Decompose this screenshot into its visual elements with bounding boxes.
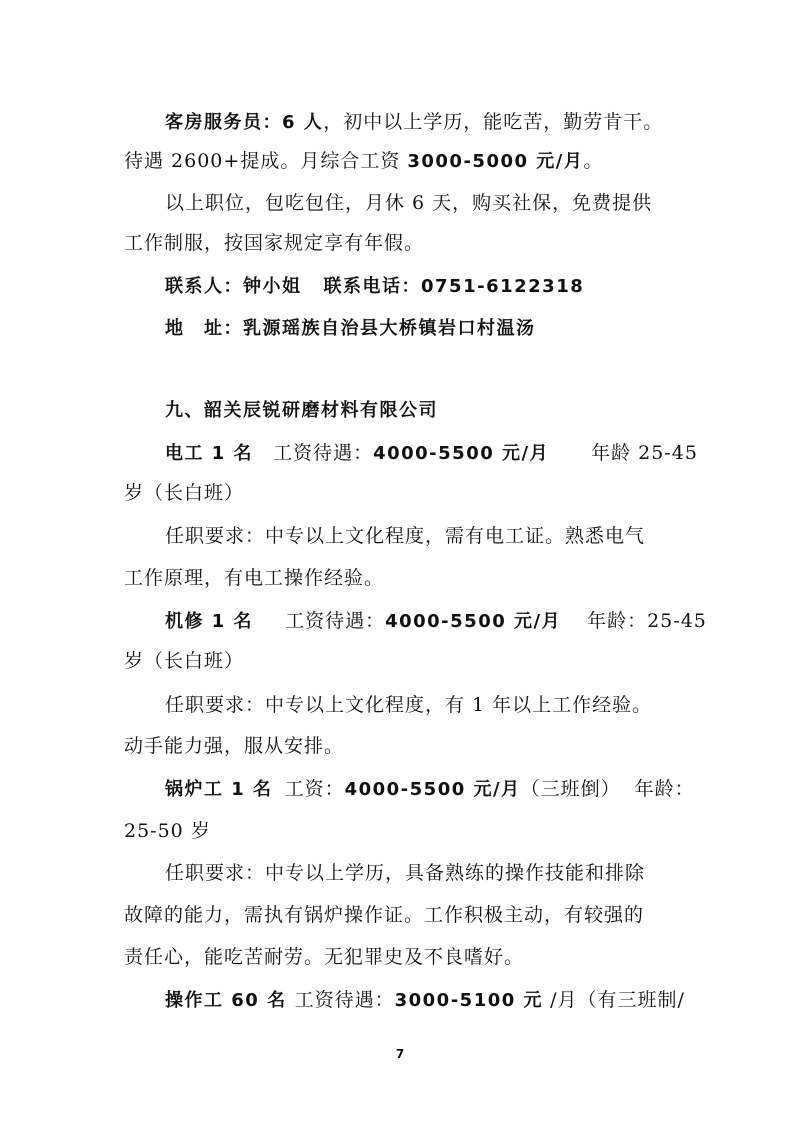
boiler-req-3: 责任心，能吃苦耐劳。无犯罪史及不良嗜好。 <box>124 946 525 968</box>
electrician-req-2: 工作原理，有电工操作经验。 <box>124 567 385 589</box>
page-number: 7 <box>395 1047 405 1061</box>
kefang-line-2 <box>124 146 603 177</box>
boiler-pay: 4000-5500 元/月 <box>344 779 521 800</box>
mechanic-req-1: 任职要求：中专以上文化程度，有 1 年以上工作经验。 <box>165 694 653 716</box>
address-value: 乳源瑶族自治县大桥镇岩口村温汤 <box>243 318 536 339</box>
mechanic-pay-label: 工资待遇： <box>285 610 386 632</box>
address-label: 地 址： <box>165 318 243 339</box>
mechanic-req-2: 动手能力强，服从安排。 <box>124 735 345 757</box>
benefits-line-2: 工作制服，按国家规定享有年假。 <box>124 232 425 254</box>
operator-pay: 3000-5100 元 <box>394 990 544 1011</box>
electrician-line-1 <box>165 438 698 469</box>
address-line <box>165 314 536 344</box>
mechanic-age: 年龄：25-45 <box>587 610 707 632</box>
boiler-age-label: 年龄： <box>634 778 695 800</box>
kefang-pay-end: 。 <box>583 150 604 172</box>
boiler-line-1 <box>165 774 695 805</box>
contact-phone: 联系电话：0751-6122318 <box>323 276 585 297</box>
mechanic-title: 机修 1 名 <box>165 611 254 632</box>
kefang-title: 客房服务员： <box>165 112 282 133</box>
boiler-title: 锅炉工 1 名 <box>165 779 273 800</box>
electrician-shift: 岁（长白班） <box>124 482 245 504</box>
boiler-req-2: 故障的能力，需执有锅炉操作证。工作积极主动，有较强的 <box>124 904 645 926</box>
electrician-req-1: 任职要求：中专以上文化程度，需有电工证。熟悉电气 <box>165 525 646 547</box>
electrician-pay: 4000-5500 元/月 <box>373 443 550 464</box>
benefits-line-1: 以上职位，包吃包住，月休 6 天，购买社保，免费提供 <box>165 192 653 214</box>
company-heading: 九、韶关辰锐研磨材料有限公司 <box>165 400 438 421</box>
kefang-count: 6 人 <box>282 112 324 133</box>
boiler-age-value: 25-50 岁 <box>124 820 211 842</box>
kefang-line-1 <box>165 107 663 138</box>
operator-pay-label: 工资待遇： <box>294 989 395 1011</box>
kefang-requirements: ，初中以上学历，能吃苦，勤劳肯干。 <box>323 111 664 133</box>
operator-title: 操作工 60 名 <box>165 990 287 1011</box>
boiler-shift: （三班倒） <box>520 778 621 800</box>
electrician-pay-label: 工资待遇： <box>273 442 374 464</box>
mechanic-shift: 岁（长白班） <box>124 650 245 672</box>
boiler-pay-label: 工资： <box>284 778 345 800</box>
contact-person: 联系人：钟小姐 <box>165 276 302 297</box>
kefang-pay-range: 3000-5000 元/月 <box>407 151 584 172</box>
mechanic-line-1 <box>165 606 707 637</box>
mechanic-pay: 4000-5500 元/月 <box>385 611 562 632</box>
electrician-age: 年龄 25-45 <box>591 442 698 464</box>
operator-rest: /月（有三班制/ <box>543 989 685 1011</box>
kefang-pay-prefix: 待遇 2600+提成。月综合工资 <box>124 150 408 172</box>
contact-line <box>165 272 584 302</box>
operator-line-1 <box>165 985 685 1016</box>
boiler-req-1: 任职要求：中专以上学历，具备熟练的操作技能和排除 <box>165 862 646 884</box>
electrician-title: 电工 1 名 <box>165 443 254 464</box>
